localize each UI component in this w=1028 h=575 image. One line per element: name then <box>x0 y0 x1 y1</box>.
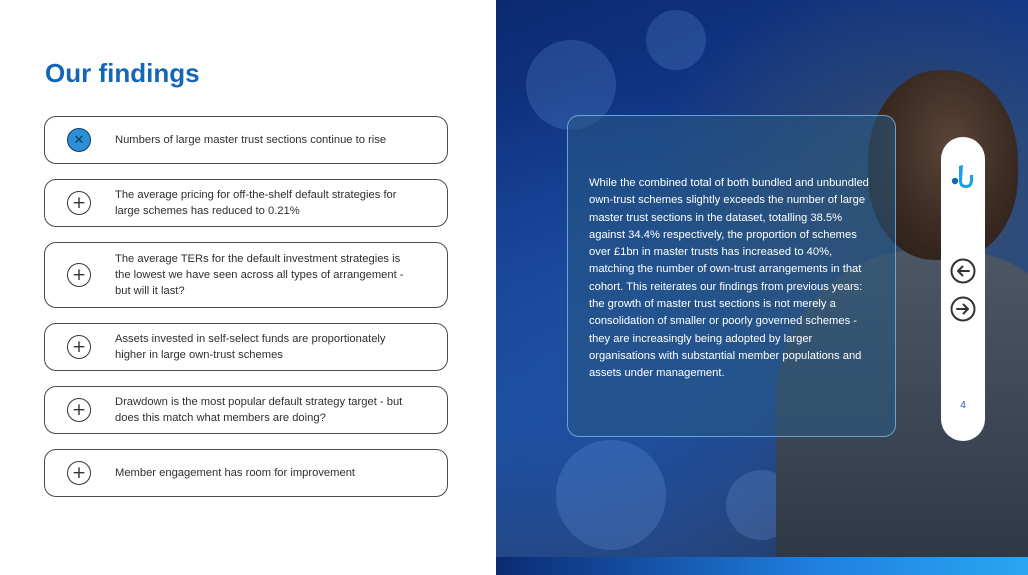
finding-item[interactable] <box>44 179 448 227</box>
close-icon[interactable]: ✕ <box>67 128 91 152</box>
plus-icon[interactable]: + <box>67 335 91 359</box>
arrow-right-circle-icon[interactable] <box>950 296 976 322</box>
page-title: Our findings <box>45 58 200 88</box>
background-bokeh <box>556 440 666 550</box>
finding-item[interactable] <box>44 323 448 371</box>
finding-item[interactable] <box>44 116 448 164</box>
detail-panel <box>567 115 896 437</box>
arrow-left-circle-icon[interactable] <box>950 258 976 284</box>
brand-logo-icon <box>950 163 976 191</box>
finding-text: Assets invested in self-select funds are proportionately higher in large own-trust schemes <box>115 333 386 361</box>
findings-pane <box>0 0 496 575</box>
bottom-accent-bar <box>496 557 1028 575</box>
plus-icon[interactable]: + <box>67 263 91 287</box>
finding-text: The average TERs for the default investment strategies is the lowest we have seen across all types of arrangement - but will it last? <box>115 253 404 297</box>
plus-icon[interactable]: + <box>67 191 91 215</box>
finding-text: Drawdown is the most popular default strategy target - but does this match what members are doing? <box>115 396 403 424</box>
page-number: 4 <box>960 400 966 411</box>
finding-text: Member engagement has room for improvement <box>115 467 356 479</box>
finding-text: The average pricing for off-the-shelf default strategies for large schemes has reduced to 0.21% <box>115 189 397 217</box>
finding-item[interactable] <box>44 386 448 434</box>
finding-item[interactable] <box>44 242 448 308</box>
finding-item[interactable] <box>44 449 448 497</box>
hero-image-pane <box>496 0 1028 575</box>
detail-text: While the combined total of both bundled and unbundled own-trust schemes slightly exceeds the number of large master trust sections in the dataset, totalling 38.5% against 34.4% respectively, the proportion of schemes over £1bn in master trusts has increased to 40%, matching the number of own-trust arrangements in that cohort. This reiterates our findings from previous years: the growth of master trust sections is not merely a consolidation of smaller or poorly governed schemes - they are increasingly being adopted by larger organisations with substantial member populations and assets under management. <box>589 177 869 380</box>
slide-navigation <box>941 137 985 441</box>
plus-icon[interactable]: + <box>67 461 91 485</box>
finding-text: Numbers of large master trust sections continue to rise <box>115 134 387 146</box>
background-bokeh <box>646 10 706 70</box>
plus-icon[interactable]: + <box>67 398 91 422</box>
